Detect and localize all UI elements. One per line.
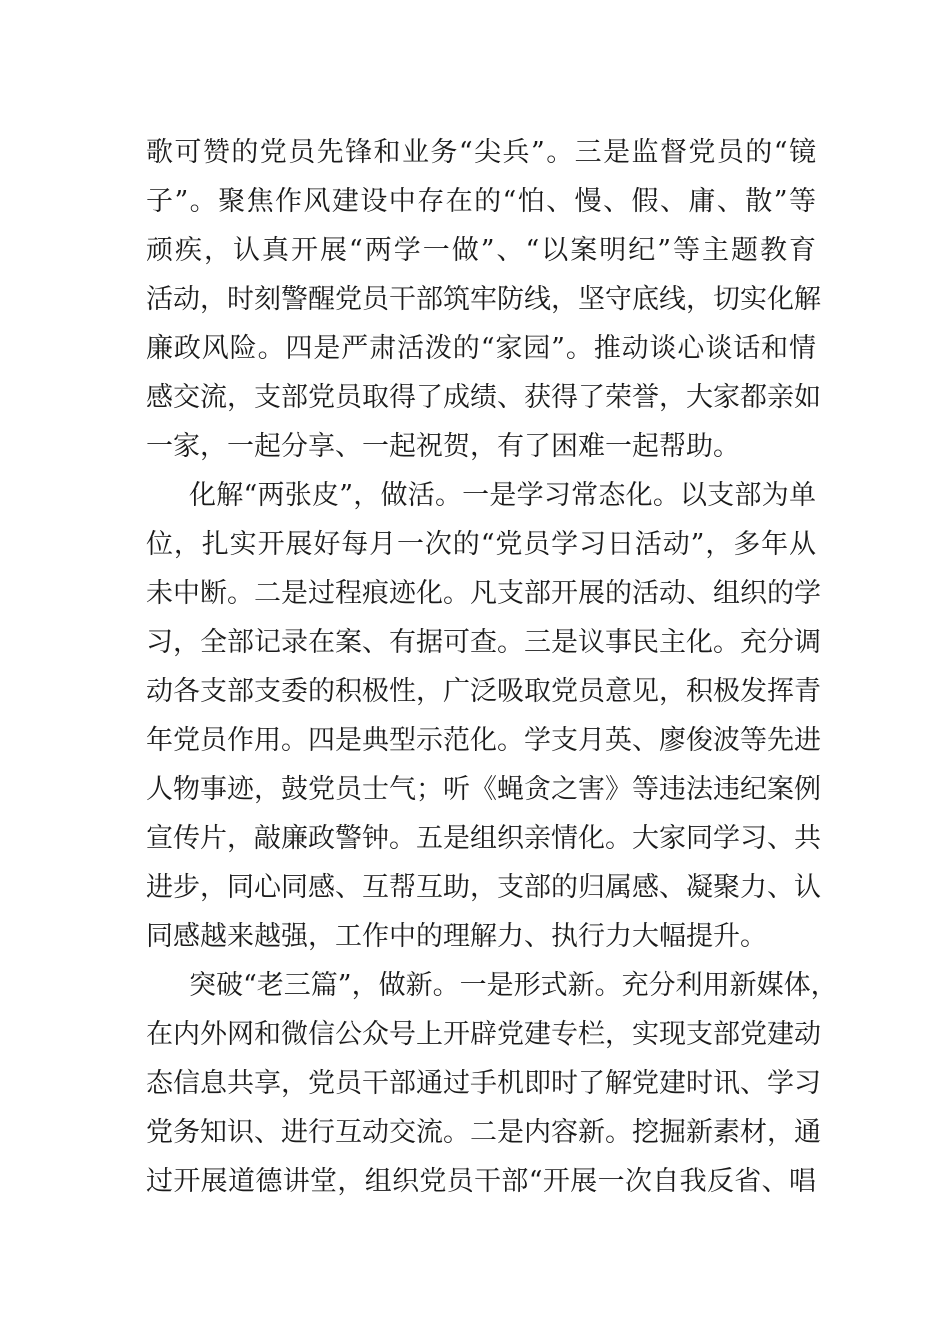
text-line: 年党员作用。四是典型示范化。学支月英、廖俊波等先进 — [146, 725, 821, 756]
text-line: 顽疾，认真开展“两学一做”、“以案明纪”等主题教育 — [146, 235, 816, 266]
text-line: 党务知识、进行互动交流。二是内容新。挖掘新素材，通 — [146, 1117, 821, 1148]
text-line: 感交流，支部党员取得了成绩、获得了荣誉，大家都亲如 — [146, 382, 821, 413]
text-line: 一家，一起分享、一起祝贺，有了困难一起帮助。 — [146, 431, 740, 462]
text-line: 未中断。二是过程痕迹化。凡支部开展的活动、组织的学 — [146, 578, 821, 609]
paragraph-first-line: 化解“两张皮”，做活。一是学习常态化。以支部为单 — [189, 480, 816, 511]
text-line: 子”。聚焦作风建设中存在的“怕、慢、假、庸、散”等 — [146, 186, 816, 217]
text-line: 位，扎实开展好每月一次的“党员学习日活动”，多年从 — [146, 529, 816, 560]
text-line: 同感越来越强，工作中的理解力、执行力大幅提升。 — [146, 921, 767, 952]
text-line: 人物事迹，鼓党员士气；听《蝇贪之害》等违法违纪案例 — [146, 774, 821, 805]
paragraph-first-line: 突破“老三篇”，做新。一是形式新。充分利用新媒体， — [189, 970, 838, 1001]
text-line: 过开展道德讲堂，组织党员干部“开展一次自我反省、唱 — [146, 1166, 816, 1197]
text-line: 进步，同心同感、互帮互助，支部的归属感、凝聚力、认 — [146, 872, 821, 903]
text-line: 活动，时刻警醒党员干部筑牢防线，坚守底线，切实化解 — [146, 284, 821, 315]
text-line: 在内外网和微信公众号上开辟党建专栏，实现支部党建动 — [146, 1019, 821, 1050]
text-line: 歌可赞的党员先锋和业务“尖兵”。三是监督党员的“镜 — [146, 137, 816, 168]
text-line: 态信息共享，党员干部通过手机即时了解党建时讯、学习 — [146, 1068, 821, 1099]
text-line: 习，全部记录在案、有据可查。三是议事民主化。充分调 — [146, 627, 821, 658]
body-text — [146, 128, 838, 1206]
text-line: 廉政风险。四是严肃活泼的“家园”。推动谈心谈话和情 — [146, 333, 816, 364]
text-line: 动各支部支委的积极性，广泛吸取党员意见，积极发挥青 — [146, 676, 821, 707]
text-line: 宣传片，敲廉政警钟。五是组织亲情化。大家同学习、共 — [146, 823, 821, 854]
